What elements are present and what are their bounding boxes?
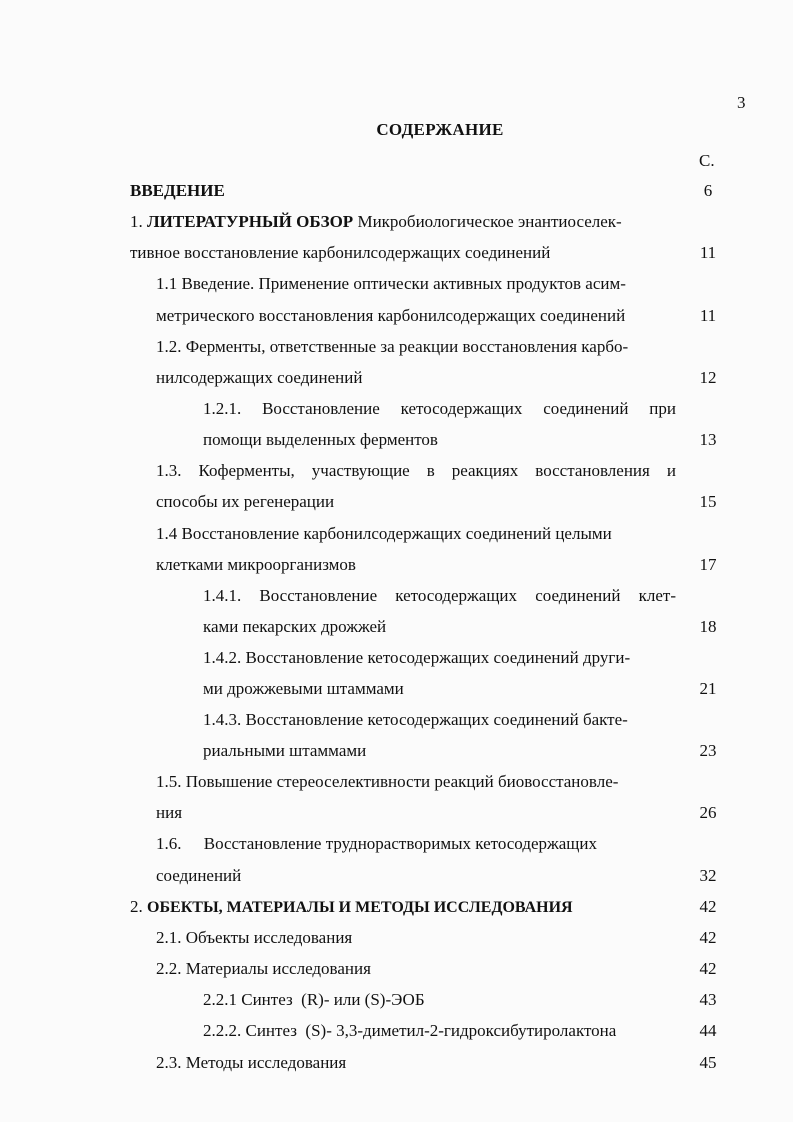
toc-entry[interactable]: 2.2. Материалы исследования (156, 959, 371, 978)
toc-entry[interactable]: 2.2.1 Синтез (R)- или (S)-ЭОБ (203, 990, 425, 1009)
toc-entry-cont: способы их регенерации (156, 492, 335, 511)
toc-entry[interactable] (130, 897, 573, 917)
toc-entry-cont: нилсодержащих соединений (156, 368, 363, 387)
toc-page: 23 (699, 741, 717, 760)
toc-entry[interactable] (203, 586, 676, 606)
toc-page: 32 (699, 866, 717, 885)
page-column-label: С. (699, 151, 715, 170)
toc-page: 43 (699, 990, 717, 1009)
toc-page: 11 (699, 243, 717, 262)
toc-word: 1.2.1. (203, 399, 242, 418)
toc-word: клет- (638, 586, 676, 605)
toc-word: кетосодержащих (400, 399, 523, 418)
toc-entry-cont: ками пекарских дрожжей (203, 617, 387, 636)
toc-entry[interactable] (130, 212, 675, 232)
toc-title: СОДЕРЖАНИЕ (376, 120, 504, 139)
toc-entry-number: 2. (130, 897, 143, 916)
toc-entry[interactable]: 1.5. Повышение стереоселективности реакций биовосстановле- (156, 772, 619, 791)
toc-entry[interactable] (156, 461, 676, 481)
toc-page: 11 (699, 306, 717, 325)
toc-entry[interactable]: 1.1 Введение. Применение оптически активных продуктов асим- (156, 274, 626, 293)
toc-entry[interactable]: ВВЕДЕНИЕ (130, 181, 225, 200)
toc-entry-cont: риальными штаммами (203, 741, 367, 760)
toc-entry[interactable] (203, 399, 676, 419)
toc-entry[interactable]: 1.4.3. Восстановление кетосодержащих соединений бакте- (203, 710, 628, 729)
toc-entry-cont: помощи выделенных ферментов (203, 430, 438, 449)
toc-page: 45 (699, 1053, 717, 1072)
toc-page: 44 (699, 1021, 717, 1040)
toc-entry-bold: ЛИТЕРАТУРНЫЙ ОБЗОР (147, 212, 354, 231)
toc-page: 12 (699, 368, 717, 387)
toc-entry-label: Восстановление труднорастворимых кетосодержащих (203, 834, 597, 853)
toc-entry-cont: ния (156, 803, 183, 822)
toc-entry-cont: ми дрожжевыми штаммами (203, 679, 404, 698)
toc-entry-cont: клетками микроорганизмов (156, 555, 356, 574)
toc-word: участвующие (311, 461, 410, 480)
toc-entry[interactable] (156, 834, 597, 854)
toc-entry-number: 1.6. (156, 834, 182, 853)
toc-page: 13 (699, 430, 717, 449)
toc-word: Коферменты, (198, 461, 295, 480)
toc-word: восстановления (535, 461, 650, 480)
toc-word: Восстановление (259, 586, 378, 605)
toc-entry[interactable]: 1.4 Восстановление карбонилсодержащих соединений целыми (156, 524, 612, 543)
toc-entry[interactable]: 1.4.2. Восстановление кетосодержащих соединений други- (203, 648, 631, 667)
toc-word: кетосодержащих (395, 586, 518, 605)
toc-page: 21 (699, 679, 717, 698)
toc-page: 15 (699, 492, 717, 511)
toc-word: соединений (535, 586, 621, 605)
toc-word: в (426, 461, 435, 480)
toc-entry-cont: метрического восстановления карбонилсодержащих соединений (156, 306, 626, 325)
toc-entry-label: Микробиологическое энантиоселек- (357, 212, 622, 231)
toc-entry[interactable]: 2.2.2. Синтез (S)- 3,3-диметил-2-гидроксибутиролактона (203, 1021, 617, 1040)
toc-page: 18 (699, 617, 717, 636)
toc-entry-cont: соединений (156, 866, 242, 885)
page-number: 3 (737, 93, 746, 112)
toc-entry-number: 1. (130, 212, 143, 231)
toc-word: и (666, 461, 676, 480)
toc-entry[interactable]: 2.1. Объекты исследования (156, 928, 353, 947)
toc-page: 17 (699, 555, 717, 574)
toc-page: 6 (703, 181, 713, 200)
toc-word: реакциях (451, 461, 519, 480)
toc-word: при (649, 399, 676, 418)
toc-word: соединений (543, 399, 629, 418)
toc-page: 42 (699, 897, 717, 916)
toc-page: 26 (699, 803, 717, 822)
toc-entry[interactable]: 2.3. Методы исследования (156, 1053, 347, 1072)
toc-entry-bold: ОБЕКТЫ, МАТЕРИАЛЫ И МЕТОДЫ ИССЛЕДОВАНИЯ (147, 899, 573, 916)
toc-word: Восстановление (262, 399, 380, 418)
toc-entry[interactable]: 1.2. Ферменты, ответственные за реакции восстановления карбо- (156, 337, 629, 356)
toc-entry-cont: тивное восстановление карбонилсодержащих соединений (130, 243, 551, 262)
toc-page: 42 (699, 959, 717, 978)
toc-page: 42 (699, 928, 717, 947)
toc-word: 1.3. (156, 461, 182, 480)
toc-word: 1.4.1. (203, 586, 242, 605)
